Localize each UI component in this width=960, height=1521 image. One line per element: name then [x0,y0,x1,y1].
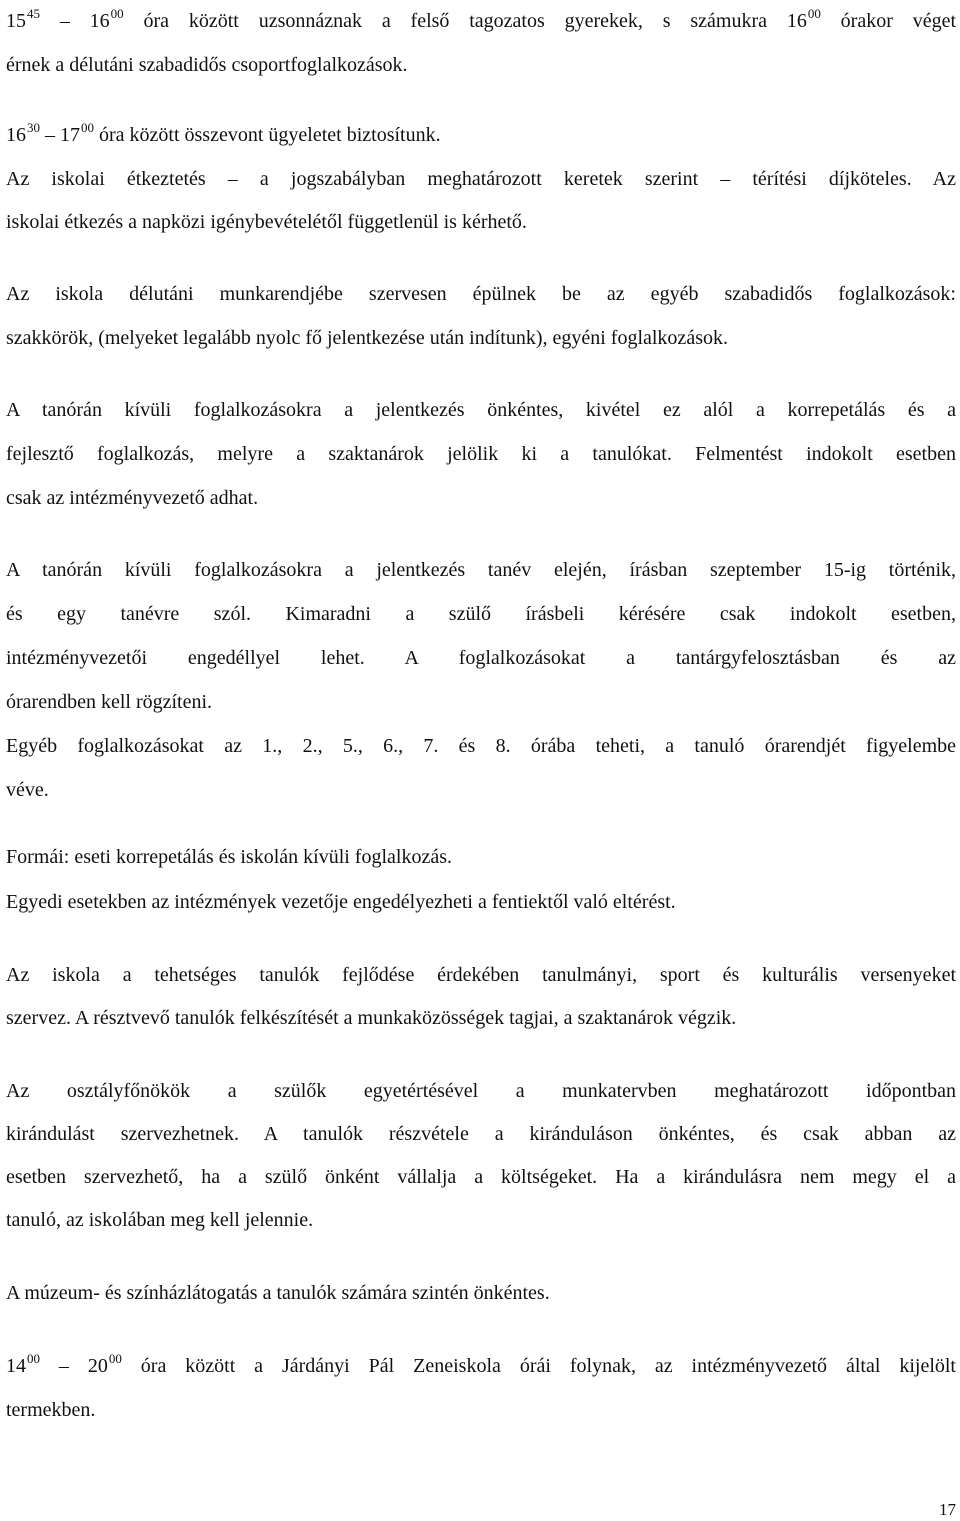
paragraph-competitions [6,954,956,1040]
paragraph-museum-theatre [6,1272,956,1315]
time-minutes-sup: 00 [807,6,821,21]
body-text: órakor véget [820,10,957,32]
time-minutes-sup: 00 [81,120,94,135]
time-minutes-sup: 00 [27,1351,40,1366]
paragraph-afternoon-activities [6,272,956,360]
text-line: szervez. A résztvevő tanulók felkészítését a munkaközösségek tagjai, a szaktanárok végzik. [6,1007,737,1029]
text-line [6,114,956,158]
text-line: A tanórán kívüli foglalkozásokra a jelentkezés önkéntes, kivétel ez alól a korrepetálás és a [6,399,956,421]
text-line: szakkörök, (melyeket legalább nyolc fő jelentkezése után indítunk), egyéni foglalkozások. [6,327,728,349]
text-line: intézményvezetői engedéllyel lehet. A foglalkozásokat a tantárgyfelosztásban és az [6,647,956,669]
text-line: A tanórán kívüli foglalkozásokra a jelentkezés tanév elején, írásban szeptember 15-ig történik, [6,559,956,581]
text-line: csak az intézményvezető adhat. [6,487,259,509]
text-line: véve. [6,779,49,801]
text-line: Egyéb foglalkozásokat az 1., 2., 5., 6., 7. és 8. órába teheti, a tanuló órarendjét figyelembe [6,735,956,757]
text-line: Az iskolai étkeztetés – a jogszabályban meghatározott keretek szerint – térítési díjköteles. Az [6,168,956,190]
body-text: óra között a Járdányi Pál Zeneiskola órái folynak, az intézményvezető által kijelölt [121,1355,956,1377]
text-line: termekben. [6,1399,96,1421]
time-minutes-sup: 30 [27,120,40,135]
text-line: iskolai étkezés a napközi igénybevételétől függetlenül is kérhető. [6,211,527,233]
paragraph-voluntary-registration [6,388,956,520]
paragraph-music-school [6,1345,956,1432]
time-text: 16 [6,124,26,146]
time-text: 14 [6,1355,26,1377]
text-line: fejlesztő foglalkozás, melyre a szaktanárok jelölik ki a tanulókat. Felmentést indokolt esetben [6,443,956,465]
time-text: – 17 [40,124,80,146]
text-line: és egy tanévre szól. Kimaradni a szülő írásbeli kérésére csak indokolt esetben, [6,603,956,625]
paragraph-afternoon-snack [6,0,956,87]
time-minutes-sup: 00 [108,1351,122,1366]
paragraph-forms [6,835,956,925]
text-line: órarendben kell rögzíteni. [6,691,213,713]
body-text: óra között összevont ügyeletet biztosítunk. [94,124,441,146]
text-line [6,1345,956,1389]
text-line: Az iskola a tehetséges tanulók fejlődése érdekében tanulmányi, sport és kulturális versenyeket [6,964,956,986]
time-minutes-sup: 45 [27,6,40,21]
time-text: 15 [6,10,26,32]
time-text: – 16 [40,10,110,32]
page-number: 17 [939,1500,956,1519]
text-line [6,0,956,44]
paragraph-registration-deadline [6,548,956,812]
text-line: Formái: eseti korrepetálás és iskolán kívüli foglalkozás. [6,846,452,868]
time-minutes-sup: 00 [110,6,124,21]
text-line: A múzeum- és színházlátogatás a tanulók számára szintén önkéntes. [6,1282,550,1304]
text-line: Az iskola délutáni munkarendjébe szervesen épülnek be az egyéb szabadidős foglalkozások: [6,283,956,305]
body-text: óra között uzsonnáznak a felső tagozatos gyerekek, s számukra 16 [123,10,807,32]
text-line: kirándulást szervezhetnek. A tanulók részvétele a kiránduláson önkéntes, és csak abban az [6,1123,956,1145]
time-text: – 20 [40,1355,108,1377]
text-line: esetben szervezhető, ha a szülő önként vállalja a költségeket. Ha a kirándulásra nem megy el a [6,1166,956,1188]
text-line: Az osztályfőnökök a szülők egyetértésével a munkatervben meghatározott időpontban [6,1080,956,1102]
text-line: Egyedi esetekben az intézmények vezetője engedélyezheti a fentiektől való eltérést. [6,891,676,913]
text-line: érnek a délutáni szabadidős csoportfoglalkozások. [6,54,408,76]
paragraph-supervision-meals [6,114,956,244]
paragraph-excursions [6,1070,956,1242]
text-line: tanuló, az iskolában meg kell jelennie. [6,1209,314,1231]
